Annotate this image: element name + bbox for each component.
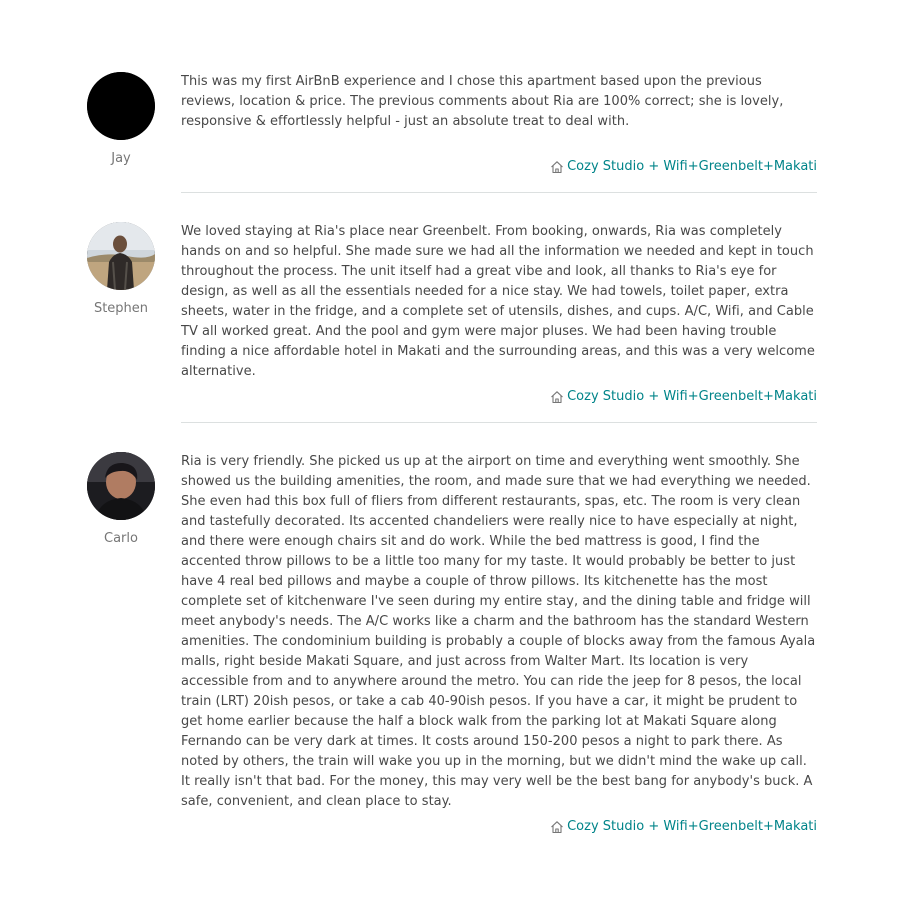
home-icon xyxy=(550,160,564,174)
listing-link[interactable] xyxy=(550,819,817,834)
avatar-photo-icon xyxy=(87,452,155,520)
review-author xyxy=(87,72,155,166)
listing-link-label[interactable]: Cozy Studio + Wifi+Greenbelt+Makati xyxy=(567,159,817,174)
home-icon xyxy=(550,390,564,404)
avatar[interactable] xyxy=(87,222,155,290)
avatar-photo-icon xyxy=(87,222,155,290)
divider xyxy=(181,422,817,423)
listing-link-label[interactable]: Cozy Studio + Wifi+Greenbelt+Makati xyxy=(567,389,817,404)
listing-link-label[interactable]: Cozy Studio + Wifi+Greenbelt+Makati xyxy=(567,819,817,834)
listing-link[interactable] xyxy=(550,389,817,404)
author-name[interactable]: Jay xyxy=(111,151,131,166)
divider xyxy=(181,192,817,193)
listing-link[interactable] xyxy=(550,159,817,174)
review-text: This was my first AirBnB experience and I chose this apartment based upon the previous reviews, location & price. The previous comments about Ria are 100% correct; she is lovely, responsive & effortlessly helpful - just an absolute treat to deal with. xyxy=(181,74,784,129)
review-body xyxy=(181,72,817,174)
review-body xyxy=(181,452,817,834)
review-author xyxy=(87,222,155,316)
review-text: Ria is very friendly. She picked us up at the airport on time and everything went smoothly. She showed us the building amenities, the room, and made sure that we had everything we needed. She even had this box full of fliers from different restaurants, spas, etc. The room is very clean and tastefully decorated. Its accented chandeliers were really nice to have especially at night, and there were enough chairs sit and do work. While the bed mattress is good, I find the accented throw pillows to be a little too many for my taste. It would probably be better to just have 4 real bed pillows and maybe a couple of throw pillows. Its kitchenette has the most complete set of kitchenware I've seen during my entire stay, and the dining table and fridge will meet anybody's needs. The A/C works like a charm and the bathroom has the standard Western amenities. The condominium building is probably a couple of blocks away from the famous Ayala malls, right beside Makati Square, and just across from Walter Mart. Its location is very accessible from and to anywhere around the metro. You can ride the jeep for 8 pesos, the local train (LRT) 20ish pesos, or take a cab 40-90ish pesos. If you have a car, it might be prudent to get home earlier because the half a block walk from the parking lot at Makati Square along Fernando can be very dark at times. It costs around 150-200 pesos a night to park there. As noted by others, the train will wake you up in the morning, but we didn't mind the wake up call. It really isn't that bad. For the money, this may very well be the best bang for anybody's buck. A safe, convenient, and clean place to stay. xyxy=(181,454,816,809)
avatar[interactable] xyxy=(87,72,155,140)
author-name[interactable]: Carlo xyxy=(104,531,138,546)
home-icon xyxy=(550,820,564,834)
avatar-photo-icon xyxy=(87,72,155,140)
avatar[interactable] xyxy=(87,452,155,520)
review-author xyxy=(87,452,155,546)
author-name[interactable]: Stephen xyxy=(93,301,149,316)
review-text: We loved staying at Ria's place near Greenbelt. From booking, onwards, Ria was completely hands on and so helpful. She made sure we had all the information we needed and kept in touch throughout the process. The unit itself had a great vibe and look, all thanks to Ria's eye for design, as well as all the essentials needed for a nice stay. We had towels, toilet paper, extra sheets, water in the fridge, and a complete set of utensils, dishes, and cups. A/C, Wifi, and Cable TV all worked great. And the pool and gym were major pluses. We had been having trouble finding a nice affordable hotel in Makati and the surrounding areas, and this was a very welcome alternative. xyxy=(181,224,815,379)
review-body xyxy=(181,222,817,404)
